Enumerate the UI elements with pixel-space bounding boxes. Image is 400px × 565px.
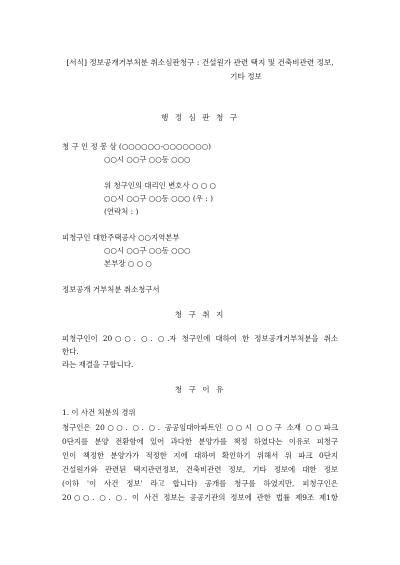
agent-contact: (연락처 : ) xyxy=(104,207,139,216)
reasons-line: 20○○. ○. ○. 이 사건 정보는 공공기관의 정보에 관한 법률 제9조 제1항 xyxy=(62,493,338,502)
reasons-line: (이하 '이 사건 정보' 라고 합니다) 공개를 청구를 하였지만, 피청구인은 xyxy=(62,479,338,488)
respondent-head: 본부장 ○ ○ ○ xyxy=(104,259,152,268)
reasons-heading: 청 구 이 유 xyxy=(174,385,226,394)
reasons-line: 인이 책정한 분양가가 적정한 지에 대하여 확인하기 위해서 위 파크 0단지 xyxy=(62,451,338,460)
claimant-name: 청 구 인 정 봉 삼 (○○○○○○-○○○○○○○) xyxy=(62,142,212,151)
reasons-line: 건설원가와 관련된 택지관련정보, 건축비관련 정보, 기타 정보에 대한 정보 xyxy=(62,465,338,474)
section-title: 행 정 심 판 청 구 xyxy=(160,113,240,122)
respondent-address: ○○시 ○○구 ○○동 ○○○ xyxy=(104,246,191,255)
purpose-line: 라는 재결을 구합니다. xyxy=(62,360,134,369)
purpose-line: 한다. xyxy=(62,347,79,356)
respondent-name: 피청구인 대한주택공사 ○○지역본부 xyxy=(62,233,180,242)
document-title-line2: 기타 정보 xyxy=(230,72,262,81)
purpose-heading: 청 구 취 지 xyxy=(174,310,226,319)
purpose-line: 피청구인이 20○○. ○. ○.자 청구인에 대하여 한 정보공개거부처분을 취소 xyxy=(62,334,338,343)
reasons-line: 청구인은 20○○. ○. ○. 공공임대아파트인 ○○시 ○○구 소재 ○○파크 xyxy=(62,423,338,432)
agent-name: 위 청구인의 대리인 변호사 ○ ○ ○ xyxy=(104,181,216,190)
agent-address: ○○시 ○○구 ○○동 ○○○ (우 : ) xyxy=(104,194,213,203)
document-type: 정보공개 거부처분 취소청구서 xyxy=(62,285,160,294)
claimant-address: ○○시 ○○구 ○○동 ○○○ xyxy=(104,155,191,164)
reasons-subheading: 1. 이 사건 처분의 경위 xyxy=(62,408,136,417)
reasons-line: 0단지를 분양 전환함에 있어 과다한 분양가를 책정 하였다는 이유로 피청구 xyxy=(62,437,338,446)
document-title-line1: [서식] 정보공개거부처분 취소심판청구 : 건설원가 관련 택지 및 건축비관련 정보, xyxy=(66,58,334,67)
